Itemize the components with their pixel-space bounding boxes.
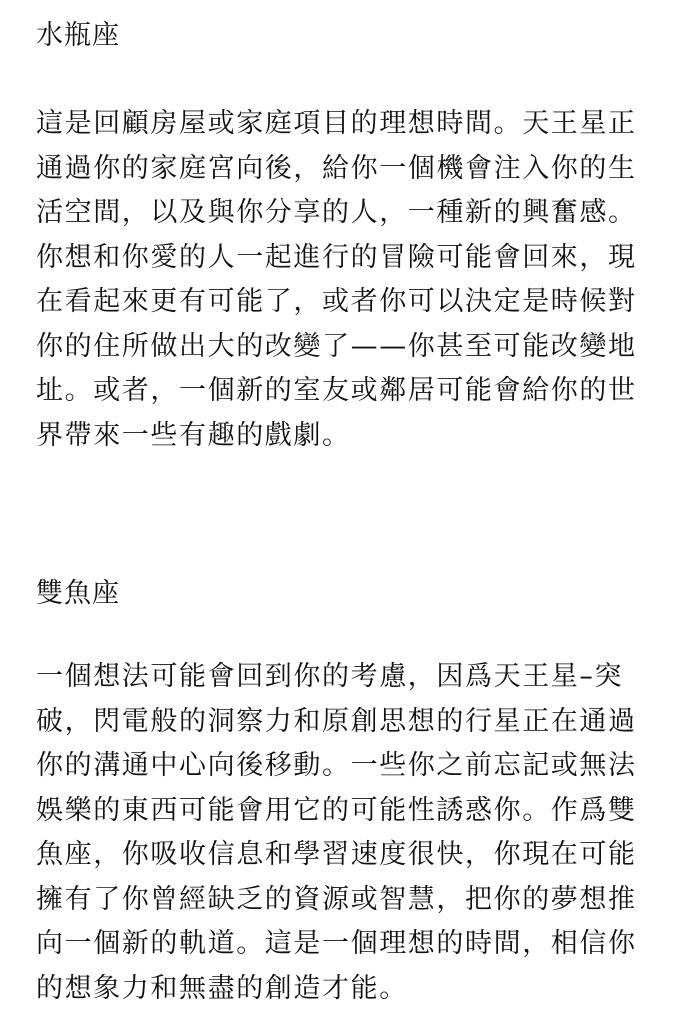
- aquarius-heading: 水瓶座: [36, 20, 120, 51]
- paragraph-line: 娛樂的東西可能會用它的可能性誘惑你。作爲雙: [36, 794, 637, 826]
- paragraph-line: 你的住所做出大的改變了——你甚至可能改變地: [36, 330, 637, 362]
- paragraph-line: 一個想法可能會回到你的考慮，因爲天王星–突: [36, 661, 624, 692]
- paragraph-line: 址。或者，一個新的室友或鄰居可能會給你的世: [36, 375, 637, 406]
- paragraph-line: 通過你的家庭宮向後，給你一個機會注入你的生: [36, 152, 637, 184]
- paragraph-line: 的想象力和無盡的創造才能。: [36, 972, 408, 1004]
- paragraph-line: 在看起來更有可能了，或者你可以決定是時候對: [36, 286, 637, 317]
- paragraph-line: 活空間，以及與你分享的人，一種新的興奮感。: [36, 197, 637, 228]
- paragraph-line: 這是回顧房屋或家庭項目的理想時間。天王星正: [36, 108, 637, 139]
- paragraph-line: 你想和你愛的人一起進行的冒險可能會回來，現: [36, 241, 637, 273]
- paragraph-line: 界帶來一些有趣的戲劇。: [36, 419, 351, 451]
- paragraph-line: 魚座，你吸收信息和學習速度很快，你現在可能: [36, 839, 637, 870]
- paragraph-line: 破，閃電般的洞察力和原創思想的行星正在通過: [36, 705, 637, 737]
- pisces-paragraph: [36, 655, 652, 1011]
- paragraph-line: 你的溝通中心向後移動。一些你之前忘記或無法: [36, 750, 637, 781]
- paragraph-line: 擁有了你曾經缺乏的資源或智慧，把你的夢想推: [36, 883, 637, 915]
- aquarius-paragraph: [36, 102, 652, 458]
- paragraph-line: 向一個新的軌道。這是一個理想的時間，相信你: [36, 928, 637, 959]
- pisces-heading: 雙魚座: [36, 578, 120, 609]
